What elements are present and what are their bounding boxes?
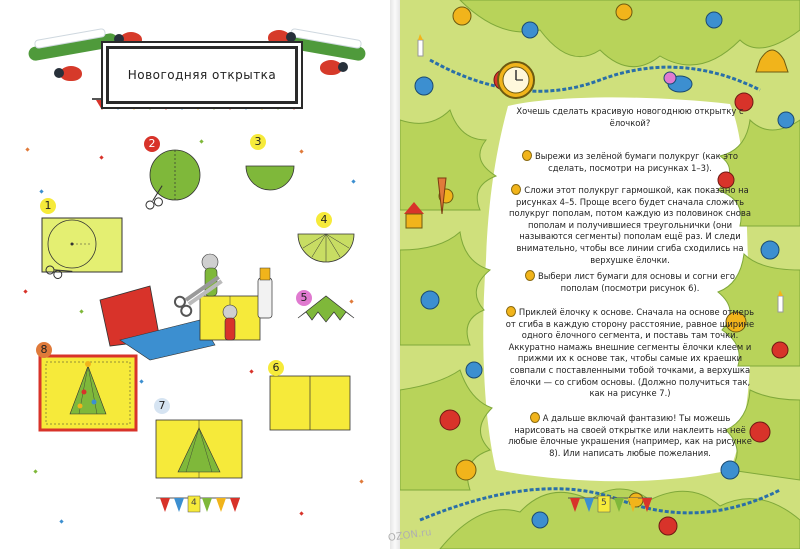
mouse-craft-scene [100,254,272,360]
step-number-1: 1 [40,198,56,214]
intro-text: Хочешь сделать красивую новогоднюю открытку с ёлочкой? [516,106,744,128]
step-6-illustration [270,376,350,430]
step-number-7: 7 [154,398,170,414]
step-number-3: 3 [250,134,266,150]
watermark: OZON.ru [387,527,433,544]
ornament-bullet-icon [511,184,521,195]
paragraph-text: А дальше включай фантазию! Ты можешь нарисовать на своей открытке или наклеить на неё любые ёлочные украшения (например, как на рисунке 8). Или написать любые пожелания. [508,413,752,458]
ornament-bullet-icon [506,306,516,317]
instruction-paragraph-4 [505,306,755,400]
step-number-8: 8 [36,342,52,358]
step-number-4: 4 [316,212,332,228]
step-3-illustration [246,166,294,190]
paragraph-text: Приклей ёлочку к основе. Сначала на основе отмерь от сгиба в каждую сторону расстояние, равное ширине одного ёлочного сегмента, и поставь там точки. Аккуратно намажь внешние сегменты ёлочки клеем и прижми их к основе так, чтобы самые их краешки совпали с поставленными тобой точками, а верхушка ёлочки — со сгибом основы. (Должно получиться так, как на рисунке 7.) [505,307,755,399]
instruction-paragraph-5 [505,412,755,459]
candle [778,296,783,312]
step-7-illustration [156,420,242,478]
ornament-bullet-icon [525,270,535,281]
page-number-right: 5 [601,498,607,508]
paragraph-text: Сложи этот полукруг гармошкой, как показано на рисунках 4–5. Проще всего будет сначала сложить полукруг пополам, потом каждую из половинок снова пополам и получившиеся треугольнички (они называются сегменты) пополам ещё раз. И следи внимательно, чтобы все линии сгиба сходились на верхушке ёлочки. [508,185,751,265]
instruction-paragraph-1 [505,150,755,174]
page-number-left: 4 [191,498,197,508]
step-1-illustration [42,218,122,283]
instruction-paragraph-2 [505,184,755,266]
step-number-6: 6 [268,360,284,376]
paragraph-text: Выбери лист бумаги для основы и согни его пополам (посмотри рисунок 6). [538,271,735,293]
clock-ornament [498,62,534,98]
left-page [0,0,390,549]
paragraph-text: Вырежи из зелёной бумаги полукруг (как это сделать, посмотри на рисунках 1–3). [534,151,738,173]
step-2-illustration [141,150,200,210]
book-gutter [390,0,400,549]
instruction-paragraph-3 [505,270,755,294]
step-4-illustration [298,234,354,262]
ornament-bullet-icon [530,412,540,423]
candle [418,40,423,56]
step-number-5: 5 [296,290,312,306]
ornament-bullet-icon [522,150,532,161]
step-8-illustration [40,356,136,430]
instruction-illustrations [0,0,390,549]
footer-bunting [156,496,240,512]
page-title: Новогодняя открытка [127,68,277,82]
step-number-2: 2 [144,136,160,152]
